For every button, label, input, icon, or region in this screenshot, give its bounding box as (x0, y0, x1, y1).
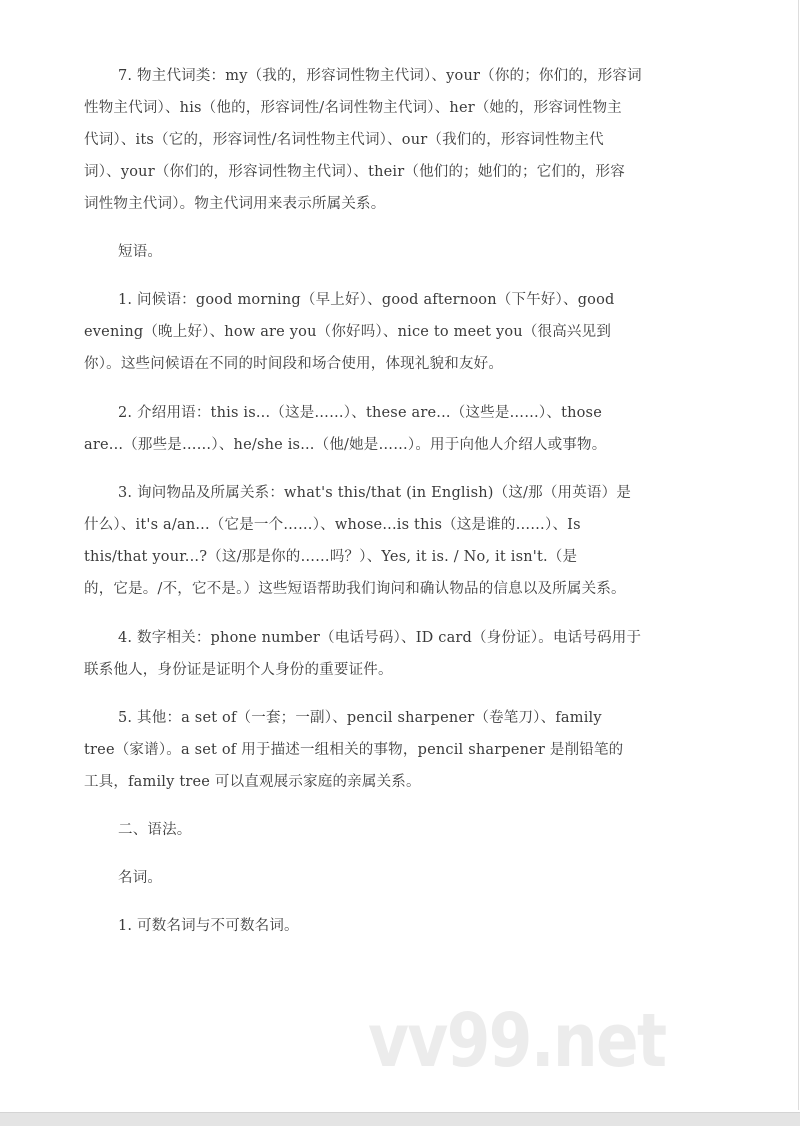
subheading-nouns: 名词。 (118, 870, 163, 886)
section-heading-grammar: 二、语法。 (118, 822, 192, 838)
watermark: vv99.net (368, 998, 666, 1084)
paragraph-line: 的，它是。/不，它不是。）这些短语帮助我们询问和确认物品的信息以及所属关系。 (84, 581, 626, 597)
paragraph-line: 5. 其他：a set of（一套；一副）、pencil sharpener（卷笔刀）、family (118, 710, 602, 726)
paragraph-line: 4. 数字相关：phone number（电话号码）、ID card（身份证）。电话号码用于 (118, 630, 642, 646)
paragraph-line: 工具，family tree 可以直观展示家庭的亲属关系。 (84, 774, 421, 790)
paragraph-line: this/that your...?（这/那是你的……吗？）、Yes, it is. / No, it isn't.（是 (84, 549, 578, 565)
section-heading-phrases: 短语。 (118, 244, 163, 260)
paragraph-line: evening（晚上好）、how are you（你好吗）、nice to meet you（很高兴见到 (84, 324, 612, 340)
paragraph-line: tree（家谱）。a set of 用于描述一组相关的事物，pencil sharpener 是削铅笔的 (84, 742, 624, 758)
paragraph-line: are...（那些是……）、he/she is...（他/她是……）。用于向他人介绍人或事物。 (84, 437, 607, 453)
paragraph-line: 2. 介绍用语：this is...（这是……）、these are...（这些是……）、those (118, 405, 602, 421)
paragraph-line: 1. 问候语：good morning（早上好）、good afternoon（下午好）、good (118, 292, 615, 308)
paragraph-line: 联系他人，身份证是证明个人身份的重要证件。 (84, 662, 393, 678)
paragraph-line: 性物主代词）、his（他的，形容词性/名词性物主代词）、her（她的，形容词性物主 (84, 100, 622, 116)
paragraph-line: 7. 物主代词类：my（我的，形容词性物主代词）、your（你的；你们的，形容词 (118, 68, 642, 84)
paragraph-line: 词）、your（你们的，形容词性物主代词）、their（他们的；她们的；它们的，形容 (84, 164, 625, 180)
paragraph-line: 3. 询问物品及所属关系：what's this/that (in English)（这/那（用英语）是 (118, 485, 632, 501)
paragraph-line: 什么）、it's a/an...（它是一个……）、whose...is this（这是谁的……）、Is (84, 517, 581, 533)
page-separator (0, 1112, 800, 1127)
paragraph-line: 你）。这些问候语在不同的时间段和场合使用，体现礼貌和友好。 (84, 356, 504, 372)
paragraph-line: 代词）、its（它的，形容词性/名词性物主代词）、our（我们的，形容词性物主代 (84, 132, 604, 148)
paragraph-line: 词性物主代词）。物主代词用来表示所属关系。 (84, 196, 386, 212)
next-page-edge (0, 1126, 800, 1137)
paragraph-line: 1. 可数名词与不可数名词。 (118, 918, 299, 934)
